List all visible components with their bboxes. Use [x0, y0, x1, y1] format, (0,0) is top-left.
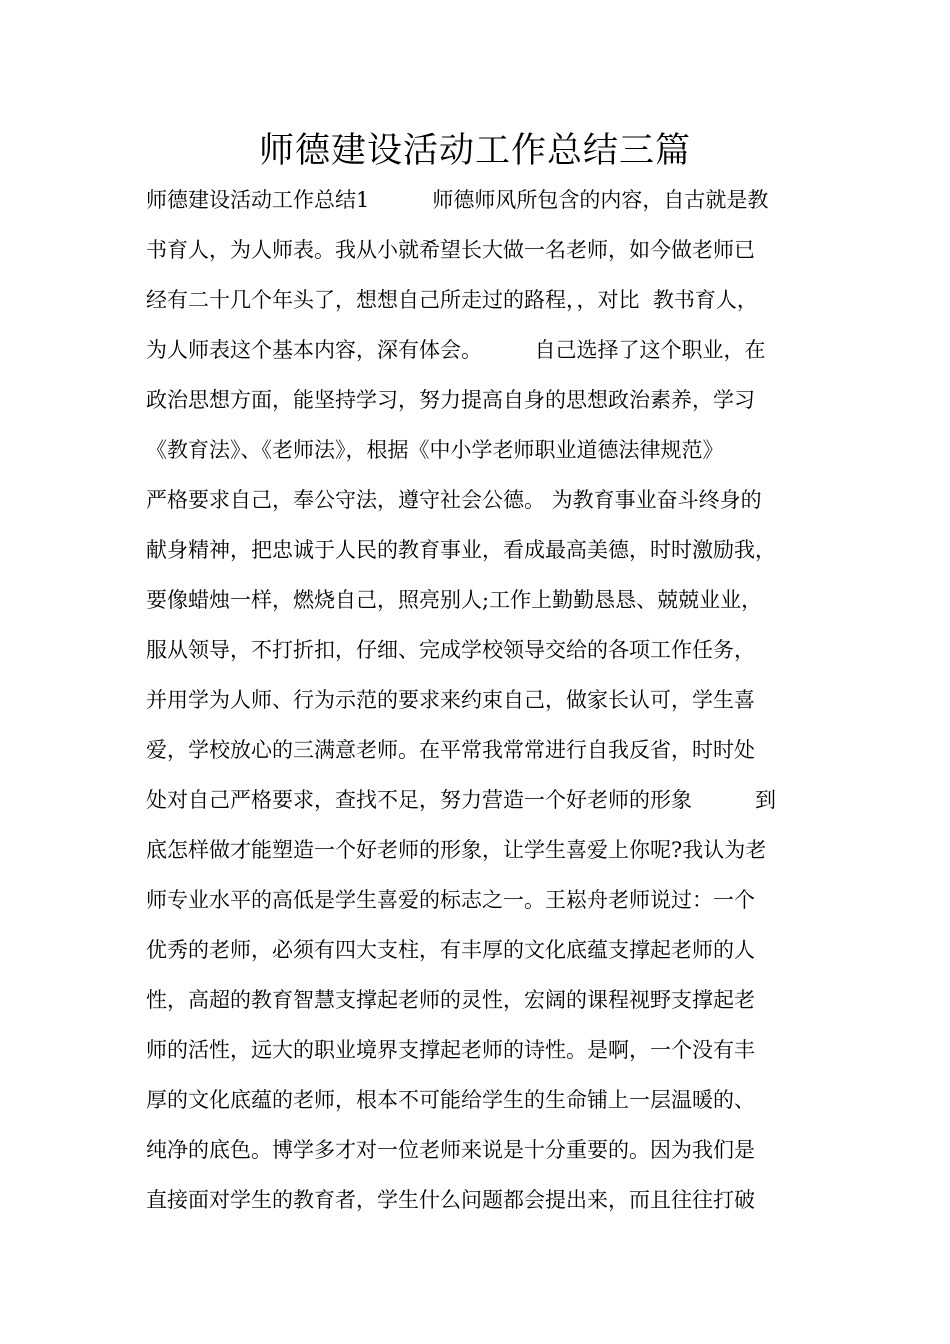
body-line: 师德建设活动工作总结1 师德师风所包含的内容，自古就是教 — [146, 188, 769, 212]
body-line: 直接面对学生的教育者，学生什么问题都会提出来，而且往往打破 — [146, 1188, 755, 1212]
body-line: 底怎样做才能塑造一个好老师的形象，让学生喜爱上你呢?我认为老 — [146, 838, 767, 862]
body-line: 师专业水平的高低是学生喜爱的标志之一。王崧舟老师说过：一个 — [146, 888, 755, 912]
body-line: 爱，学校放心的三满意老师。在平常我常常进行自我反省，时时处 — [146, 738, 755, 762]
body-line: 服从领导，不打折扣，仔细、完成学校领导交给的各项工作任务， — [146, 638, 755, 662]
body-line: 严格要求自己，奉公守法，遵守社会公德。 为教育事业奋斗终身的 — [146, 488, 762, 512]
body-line: 献身精神，把忠诚于人民的教育事业，看成最高美德，时时激励我， — [146, 538, 776, 562]
body-line: 厚的文化底蕴的老师，根本不可能给学生的生命铺上一层温暖的、 — [146, 1088, 755, 1112]
body-line: 优秀的老师，必须有四大支柱，有丰厚的文化底蕴支撑起老师的人 — [146, 938, 755, 962]
body-line: 纯净的底色。博学多才对一位老师来说是十分重要的。因为我们是 — [146, 1138, 755, 1162]
body-line: 政治思想方面，能坚持学习，努力提高自身的思想政治素养，学习 — [146, 388, 755, 412]
body-line: 师的活性，远大的职业境界支撑起老师的诗性。是啊，一个没有丰 — [146, 1038, 755, 1062]
document-title: 师德建设活动工作总结三篇 — [258, 131, 691, 171]
body-line: 要像蜡烛一样，燃烧自己，照亮别人;工作上勤勤恳恳、兢兢业业， — [146, 588, 763, 612]
body-line: 《教育法》、《老师法》，根据《中小学老师职业道德法律规范》 — [146, 438, 724, 462]
body-line: 并用学为人师、行为示范的要求来约束自己，做家长认可，学生喜 — [146, 688, 755, 712]
body-line: 为人师表这个基本内容，深有体会。 自己选择了这个职业，在 — [146, 338, 766, 362]
body-line: 经有二十几个年头了，想想自己所走过的路程，，对比 教书育人， — [146, 288, 758, 312]
body-line: 性，高超的教育智慧支撑起老师的灵性，宏阔的课程视野支撑起老 — [146, 988, 755, 1012]
body-line: 书育人，为人师表。我从小就希望长大做一名老师，如今做老师已 — [146, 238, 755, 262]
body-line: 处对自己严格要求，查找不足，努力营造一个好老师的形象 到 — [146, 788, 776, 812]
